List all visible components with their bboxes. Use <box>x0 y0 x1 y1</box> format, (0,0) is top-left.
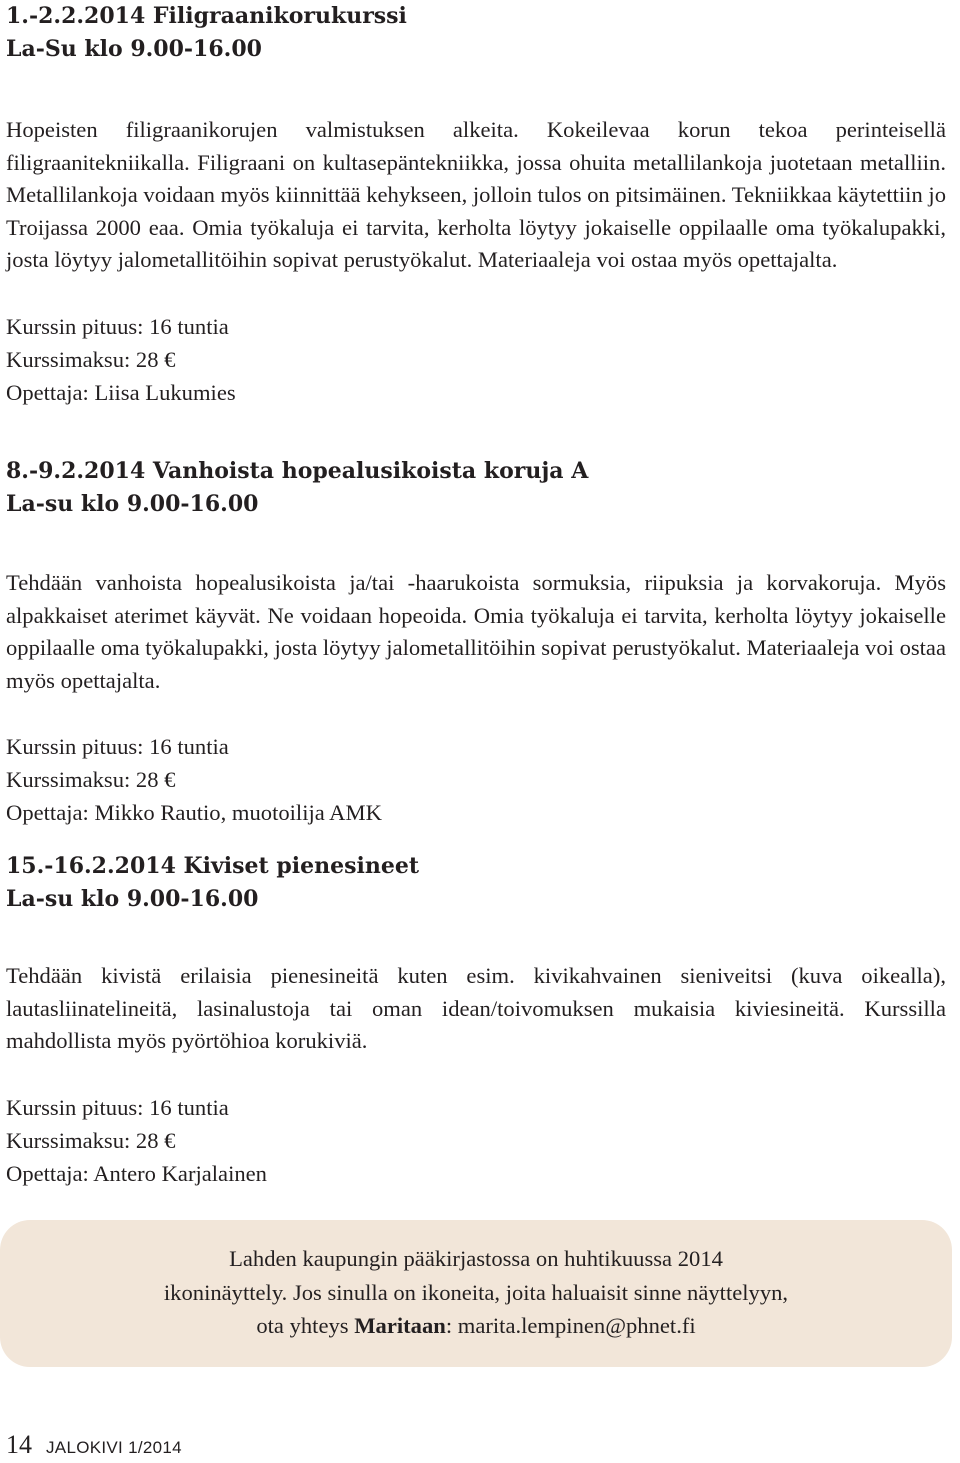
notice-line-3-prefix: ota yhteys <box>256 1313 355 1338</box>
course-info <box>6 1091 946 1190</box>
course-title: 15.-16.2.2014 Kiviset pienesineet <box>6 853 419 879</box>
course-fee: Kurssimaksu: 28 € <box>6 1127 176 1153</box>
notice-contact-name: Maritaan <box>354 1313 446 1338</box>
course-time: La-su klo 9.00-16.00 <box>6 886 259 912</box>
course-length: Kurssin pituus: 16 tuntia <box>6 1094 229 1120</box>
notice-line-2: ikoninäyttely. Jos sinulla on ikoneita, joita haluaisit sinne näyttelyyn, <box>163 1279 789 1305</box>
course-fee: Kurssimaksu: 28 € <box>6 767 176 793</box>
notice-line-1: Lahden kaupungin pääkirjastossa on huhtikuussa 2014 <box>229 1246 723 1271</box>
publication-name: JALOKIVI 1/2014 <box>46 1438 182 1457</box>
course-description: Hopeisten filigraanikorujen valmistuksen alkeita. Kokeilevaa korun tekoa perinteisellä filigraanitekniikalla. Filigraani on kultasepäntekniikka, jossa ohuita metallilankoja juotetaan metalliin. Metallilankoja voidaan myös kiinnittää kehykseen, jolloin tulos on pitsimäinen. Tekniikkaa käytettiin jo Troijassa 2000 eaa. Omia työkaluja ei tarvita, kerholta löytyy jokaiselle oppilaalle oma työkalupakki, josta löytyy jalometallitöihin sopivat perustyökalut. Materiaaleja voi ostaa myös opettajalta. <box>6 117 946 273</box>
page-number: 14 <box>6 1430 32 1459</box>
course-description: Tehdään vanhoista hopealusikoista ja/tai -haarukoista sormuksia, riipuksia ja korvakoruja. Myös alpakkaiset aterimet käyvät. Ne voidaan hopeoida. Omia työkaluja ei tarvita, kerholta löytyy jokaiselle oppilaalle oma työkalupakki, josta löytyy jalometallitöihin sopivat perustyökalut. Materiaaleja voi ostaa myös opettajalta. <box>6 570 946 693</box>
course-time: La-su klo 9.00-16.00 <box>6 491 259 517</box>
course-fee: Kurssimaksu: 28 € <box>6 346 176 372</box>
course-teacher: Opettaja: Liisa Lukumies <box>6 379 236 405</box>
notice-contact-email: : marita.lempinen@phnet.fi <box>445 1313 696 1338</box>
course-stone-objects <box>6 850 946 1190</box>
course-teacher: Opettaja: Antero Karjalainen <box>6 1160 267 1186</box>
notice-line-3 <box>0 1309 952 1343</box>
course-filigree <box>6 0 946 409</box>
course-title: 8.-9.2.2014 Vanhoista hopealusikoista koruja A <box>6 458 589 484</box>
course-description: Tehdään kivistä erilaisia pienesineitä kuten esim. kivikahvainen sieniveitsi (kuva oikealla), lautasliinatelineitä, lasinalustoja tai oman idean/toivomuksen mukaisia kiviesineitä. Kurssilla mahdollista myös pyörtöhioa korukiviä. <box>6 963 946 1054</box>
course-title: 1.-2.2.2014 Filigraanikorukurssi <box>6 3 407 29</box>
course-info <box>6 730 946 829</box>
course-silver-spoons <box>6 455 946 829</box>
course-time: La-Su klo 9.00-16.00 <box>6 36 262 62</box>
exhibition-notice-box <box>0 1220 952 1367</box>
course-teacher: Opettaja: Mikko Rautio, muotoilija AMK <box>6 800 382 826</box>
page-footer <box>6 1430 182 1463</box>
course-length: Kurssin pituus: 16 tuntia <box>6 734 229 760</box>
course-length: Kurssin pituus: 16 tuntia <box>6 313 229 339</box>
course-info <box>6 310 946 409</box>
